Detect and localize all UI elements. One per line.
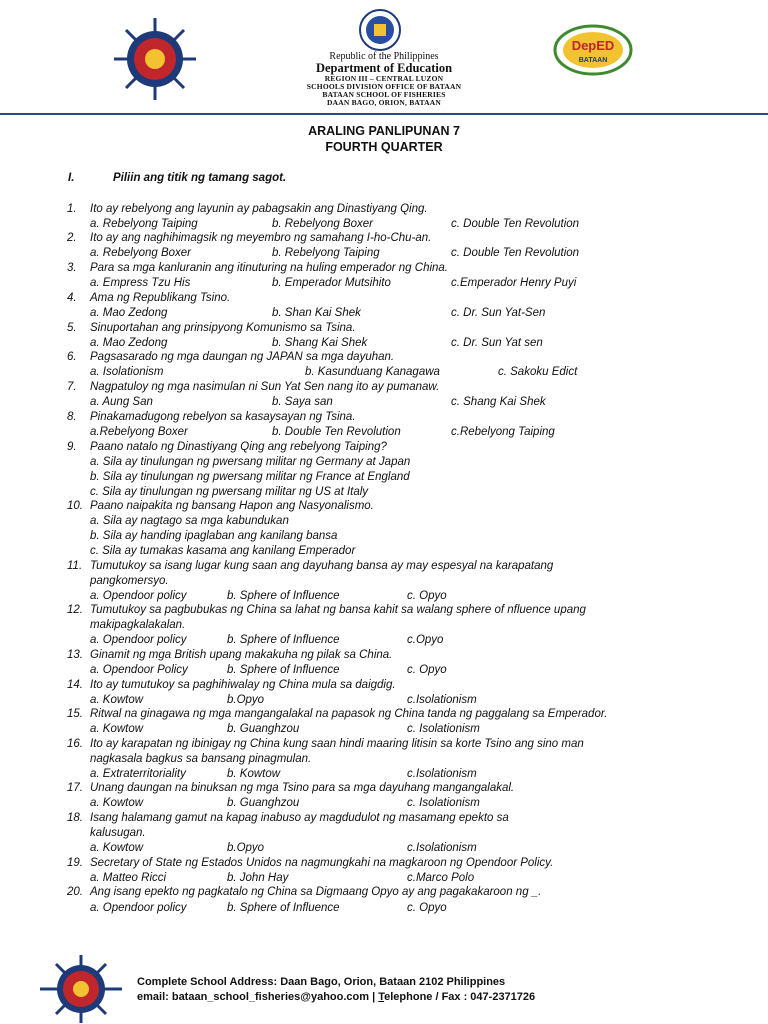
answer-option[interactable]: c. Dr. Sun Yat sen [451,337,543,349]
header-divider [0,113,768,115]
answer-option[interactable]: c. Opyo [407,590,447,602]
question-text: Ang isang epekto ng pagkatalo ng China sa Digmaang Opyo ay ang pagakakaroon ng _. [90,886,542,898]
answer-option[interactable]: b. Shang Kai Shek [272,337,368,349]
question-text: Ginamit ng mga British upang makakuha ng pilak sa China. [90,649,393,661]
answer-option[interactable]: c. Sila ay tumakas kasama ang kanilang Emperador [90,545,356,557]
answer-option[interactable]: b. Sphere of Influence [227,664,340,676]
answer-option[interactable]: a. Rebelyong Boxer [90,247,192,259]
answer-option[interactable]: c. Opyo [407,902,447,914]
answer-option[interactable]: b. Sila ay handing ipaglaban ang kanilang bansa [90,530,338,542]
answer-option[interactable]: c. Isolationism [407,723,480,735]
answer-option[interactable]: b. Kasunduang Kanagawa [305,366,440,378]
answer-option[interactable]: c. Double Ten Revolution [451,247,580,259]
answer-option[interactable]: a. Kowtow [90,797,144,809]
question-number: 17. [67,782,83,794]
answer-option[interactable]: a. Mao Zedong [90,307,168,319]
answer-option[interactable]: c. Double Ten Revolution [451,218,580,230]
answer-option[interactable]: a. Rebelyong Taiping [90,218,198,230]
question-text: Ito ay ang naghihimagsik ng meyembro ng samahang I-ho-Chu-an. [90,232,432,244]
answer-option[interactable]: c. Opyo [407,664,447,676]
header-location: DAAN BAGO, ORION, BATAAN [327,98,441,107]
page-title: ARALING PANLIPUNAN 7 [308,124,460,138]
footer-email[interactable]: email: bataan_school_fisheries@yahoo.com | [137,991,379,1003]
question-text: Ritwal na ginagawa ng mga mangangalakal na papasok ng China tanda ng paggalang sa Emperador. [90,708,608,720]
question-number: 7. [67,381,77,393]
letterhead [0,0,768,118]
question-text: Unang daungan na binuksan ng mga Tsino para sa mga dayuhang mangangalakal. [90,782,515,794]
answer-option[interactable]: a. Kowtow [90,723,144,735]
school-seal-footer-logo [40,955,122,1023]
question-number: 12. [67,604,83,616]
deped-logo-sub: BATAAN [578,57,608,64]
deped-seal-logo [358,8,402,52]
answer-option[interactable]: b. Guanghzou [227,797,300,809]
question-number: 16. [67,738,83,750]
answer-option[interactable]: a. Opendoor policy [90,590,187,602]
question-number: 20. [67,886,83,898]
question-text: Nagpatuloy ng mga nasimulan ni Sun Yat Sen nang ito ay pumanaw. [90,381,440,393]
question-text: Tumutukoy sa pagbubukas ng China sa lahat ng bansa kahit sa walang sphere of nfluence upang [90,604,586,616]
answer-option[interactable]: b. Shan Kai Shek [272,307,361,319]
question-text: Sinuportahan ang prinsipyong Komunismo sa Tsina. [90,322,356,334]
question-text: Paano natalo ng Dinastiyang Qing ang rebelyong Taiping? [90,441,387,453]
answer-option[interactable]: b.Opyo [227,842,265,854]
question-text: Pagsasarado ng mga daungan ng JAPAN sa mga dayuhan. [90,351,395,363]
question-number: 14. [67,679,83,691]
answer-option[interactable]: a. Sila ay tinulungan ng pwersang militar ng Germany at Japan [90,456,411,468]
question-text: Para sa mga kanluranin ang itinuturing na huling emperador ng China. [90,262,449,274]
answer-option[interactable]: a. Isolationism [90,366,164,378]
answer-option[interactable]: b. Sphere of Influence [227,902,340,914]
answer-option[interactable]: b. Kowtow [227,768,281,780]
answer-option[interactable]: b. Emperador Mutsihito [272,277,391,289]
question-text: Isang halamang gamut na kapag inabuso ay magdudulot ng masamang epekto sa [90,812,509,824]
question-number: 18. [67,812,83,824]
answer-option[interactable]: c. Shang Kai Shek [451,396,546,408]
answer-option[interactable]: a. Extraterritoriality [90,768,186,780]
answer-option[interactable]: a. Sila ay nagtago sa mga kabundukan [90,515,289,527]
question-text: Ito ay rebelyong ang layunin ay pabagsakin ang Dinastiyang Qing. [90,203,428,215]
question-text-continued: nagkasala bagkus sa bansang pinagmulan. [90,753,312,765]
answer-option[interactable]: b.Opyo [227,694,265,706]
answer-option[interactable]: c. Sakoku Edict [498,366,578,378]
question-number: 19. [67,857,83,869]
question-number: 2. [67,232,77,244]
question-text-continued: pangkomersyo. [90,575,169,587]
question-text-continued: kalusugan. [90,827,146,839]
answer-option[interactable]: c.Opyo [407,634,444,646]
footer-contact [137,991,535,1003]
answer-option[interactable]: a. Empress Tzu His [90,277,191,289]
answer-option[interactable]: a. Kowtow [90,842,144,854]
question-text: Ito ay karapatan ng ibinigay ng China kung saan hindi maaring litisin sa korte Tsino ang sino man [90,738,584,750]
question-number: 3. [67,262,77,274]
header-division: SCHOOLS DIVISION OFFICE OF BATAAN [306,82,462,91]
footer-phone-initial: T [378,991,385,1003]
question-text: Ito ay tumutukoy sa paghihiwalay ng China mula sa daigdig. [90,679,396,691]
instruction-text: Piliin ang titik ng tamang sagot. [113,172,287,184]
answer-option[interactable]: c. Sila ay tinulungan ng pwersang militar ng US at Italy [90,486,369,498]
answer-option[interactable]: a. Opendoor Policy [90,664,188,676]
answer-option[interactable]: c.Isolationism [407,842,477,854]
question-number: 8. [67,411,77,423]
answer-option[interactable]: b. Sphere of Influence [227,634,340,646]
question-number: 9. [67,441,77,453]
question-text: Pinakamadugong rebelyon sa kasaysayan ng Tsina. [90,411,356,423]
footer-address: Complete School Address: Daan Bago, Orion, Bataan 2102 Philippines [137,976,506,988]
question-text: Ama ng Republikang Tsino. [90,292,231,304]
answer-option[interactable]: c.Isolationism [407,768,477,780]
question-number: 13. [67,649,83,661]
footer-phone: elephone / Fax : 047-2371726 [384,991,536,1003]
answer-option[interactable]: a.Rebelyong Boxer [90,426,188,438]
answer-option[interactable]: b. Saya san [272,396,333,408]
question-number: 1. [67,203,77,215]
header-school: BATAAN SCHOOL OF FISHERIES [322,90,446,99]
instruction-number: I. [68,172,75,184]
question-number: 11. [67,560,83,572]
answer-option[interactable]: b. Sila ay tinulungan ng pwersang militar ng France at England [90,471,410,483]
answer-option[interactable]: c.Marco Polo [407,872,475,884]
question-text: Paano naipakita ng bansang Hapon ang Nasyonalismo. [90,500,374,512]
question-number: 15. [67,708,83,720]
answer-option[interactable]: a. Kowtow [90,694,144,706]
answer-option[interactable]: c.Isolationism [407,694,477,706]
question-text: Tumutukoy sa isang lugar kung saan ang dayuhang bansa ay may espesyal na karapatang [90,560,554,572]
answer-option[interactable]: a. Mao Zedong [90,337,168,349]
header-department: Department of Education [315,61,453,75]
question-text: Secretary of State ng Estados Unidos na nagmungkahi na magkaroon ng Opendoor Policy. [90,857,554,869]
question-number: 5. [67,322,77,334]
answer-option[interactable]: c.Rebelyong Taiping [451,426,555,438]
deped-logo-text: DepED [571,38,615,53]
answer-option[interactable]: b. Guanghzou [227,723,300,735]
header-republic: Republic of the Philippines [329,51,439,62]
answer-option[interactable]: a. Opendoor policy [90,902,187,914]
answer-option[interactable]: b. John Hay [227,872,289,884]
answer-option[interactable]: c.Emperador Henry Puyi [451,277,577,289]
answer-option[interactable]: a. Aung San [90,396,153,408]
question-number: 10. [67,500,83,512]
answer-option[interactable]: b. Double Ten Revolution [272,426,401,438]
answer-option[interactable]: c. Dr. Sun Yat-Sen [451,307,546,319]
header-region: REGION III – CENTRAL LUZON [324,74,444,83]
answer-option[interactable]: b. Rebelyong Boxer [272,218,374,230]
answer-option[interactable]: b. Sphere of Influence [227,590,340,602]
question-number: 6. [67,351,77,363]
page-subtitle: FOURTH QUARTER [325,140,443,154]
question-text-continued: makipagkalakalan. [90,619,186,631]
answer-option[interactable]: a. Matteo Ricci [90,872,167,884]
answer-option[interactable]: c. Isolationism [407,797,480,809]
answer-option[interactable]: b. Rebelyong Taiping [272,247,380,259]
question-number: 4. [67,292,77,304]
answer-option[interactable]: a. Opendoor policy [90,634,187,646]
